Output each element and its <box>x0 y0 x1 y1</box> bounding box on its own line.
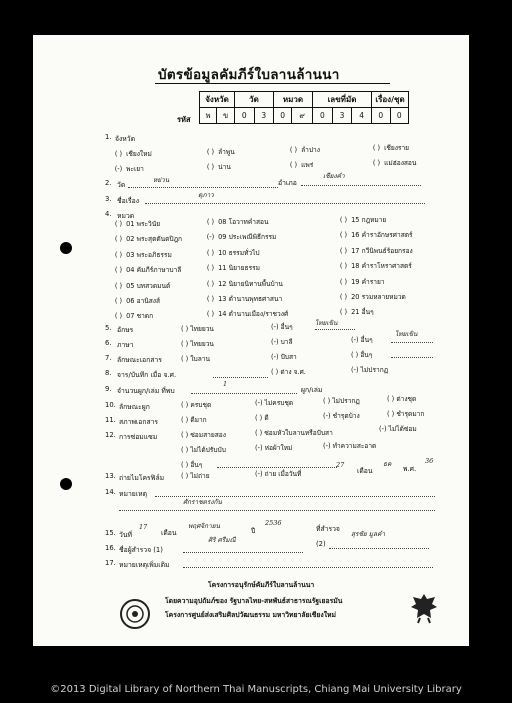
field-number: 7. <box>105 354 112 362</box>
microfilm-month[interactable]: ธค <box>383 460 392 468</box>
fill-line <box>315 329 355 330</box>
survey-year[interactable]: 2536 <box>265 519 282 527</box>
category-label-text: คำราโหราศาสตร์ <box>361 262 412 271</box>
repair-option[interactable]: ( ) อื่นๆ <box>181 461 203 469</box>
repair-option[interactable]: ( ) ซ่อมสายสอง <box>181 431 226 439</box>
microfilm-option-no[interactable]: ( ) ไม่ถ่าย <box>181 472 210 480</box>
code-header-set: เรื่อง/ชุด <box>372 92 409 108</box>
field-number: 15. <box>105 529 116 537</box>
category-option-21[interactable] <box>338 306 374 317</box>
footer-line-1: โครงการอนุรักษ์คัมภีร์ใบลานล้านนา <box>208 581 315 589</box>
checkbox-mark: ( ) <box>114 281 123 290</box>
note-value[interactable]: ศักราชตรงกัน <box>183 498 222 506</box>
university-seal-icon <box>119 598 151 630</box>
script-label: อักษร <box>117 326 134 334</box>
category-label-text: บทสวดมนต์ <box>136 281 171 290</box>
category-code: 11 <box>218 264 227 273</box>
code-digit: ๙ <box>292 108 313 124</box>
survey-year-label: ปี <box>251 527 256 535</box>
category-label-text: ประเพณีพิธีกรรม <box>228 233 277 242</box>
category-label-text: ตำนานพุทธศาสนา <box>228 295 283 303</box>
category-option-18[interactable] <box>338 260 412 271</box>
fill-line <box>329 548 429 549</box>
footer-line-3: โครงการศูนย์ส่งเสริมศิลปวัฒนธรรม มหาวิทยาลัยเชียงใหม่ <box>165 611 336 619</box>
category-label-text: พระอภิธรรม <box>136 250 172 259</box>
field-number: 17. <box>105 559 116 567</box>
count-unit: ผูก/เล่ม <box>301 386 323 394</box>
checkbox-mark: ( ) <box>206 264 215 273</box>
checkbox-mark: ( ) <box>339 293 348 301</box>
script-option-other[interactable]: (-) อื่นๆ <box>271 323 293 331</box>
material-option-palm-leaf[interactable]: ( ) ใบลาน <box>181 355 210 363</box>
fill-line <box>145 203 425 204</box>
surveyor-name-2[interactable]: สุรชัย มูลคำ <box>351 530 386 538</box>
script-option-yuan[interactable]: ( ) ไทยยวน <box>181 325 214 333</box>
field-number: 11. <box>105 416 116 424</box>
option-label: ลำปาง <box>301 146 320 154</box>
province-option[interactable] <box>288 144 320 155</box>
survey-day[interactable]: 17 <box>139 523 148 531</box>
category-code: 06 <box>126 297 135 305</box>
repair-option[interactable]: (-) ไม่ได้ซ่อม <box>379 425 417 433</box>
category-code: 04 <box>126 266 135 275</box>
field-number: 9. <box>105 385 112 393</box>
checkbox-mark: ( ) <box>289 146 298 154</box>
category-option-11[interactable] <box>205 262 260 273</box>
checkbox-mark: ( ) <box>114 235 123 244</box>
category-code: 03 <box>126 250 135 259</box>
field-number: 16. <box>105 544 116 552</box>
survey-month[interactable]: พฤศจิกายน <box>188 522 220 530</box>
category-option-13[interactable] <box>205 293 282 304</box>
category-code: 05 <box>126 281 135 290</box>
category-code: 20 <box>351 293 360 301</box>
category-label-text: คำรายา <box>361 277 385 286</box>
checkbox-mark: ( ) <box>114 250 123 259</box>
count-label: จำนวนผูก/เล่ม ที่พบ <box>117 387 175 395</box>
microfilm-day[interactable]: 27 <box>336 461 345 469</box>
category-option-05[interactable] <box>113 280 170 291</box>
field-number: 4. <box>105 210 112 218</box>
state-label: สภาพเอกสาร <box>119 418 159 426</box>
language-option-other[interactable]: (-) อื่นๆ <box>351 336 373 344</box>
repair-option[interactable]: ( ) ไม่ได้ปรับบับ <box>181 446 226 454</box>
category-option-02[interactable] <box>113 233 182 244</box>
province-option[interactable] <box>205 146 235 157</box>
fill-line <box>391 342 433 343</box>
checkbox-mark: ( ) <box>206 148 215 156</box>
category-code: 19 <box>351 277 360 286</box>
category-option-06[interactable] <box>113 295 160 306</box>
category-label-text: คัมภีร์ภาษาบาลี <box>136 266 182 275</box>
condition-option[interactable]: ( ) ครบชุด <box>181 401 212 409</box>
punch-hole <box>60 478 72 490</box>
checkbox-mark: ( ) <box>339 231 348 240</box>
category-code: 02 <box>126 235 135 244</box>
code-digit: 0 <box>372 108 391 124</box>
fill-line <box>119 510 435 511</box>
province-option[interactable] <box>288 159 313 170</box>
province-label: จังหวัด <box>115 135 136 143</box>
checkbox-mark: ( ) <box>206 218 215 226</box>
code-digit: 0 <box>274 108 292 124</box>
category-label-text: นิยายธรรม <box>228 264 261 273</box>
checkbox-mark: ( ) <box>206 248 215 257</box>
category-label-text: รวมหลายหมวด <box>361 293 406 301</box>
microfilm-option-yes[interactable]: (-) ถ่าย เมื่อวันที่ <box>255 470 302 478</box>
repair-option[interactable]: (-) ทำความสะอาด <box>323 442 377 450</box>
survey-card <box>33 35 469 646</box>
checkbox-mark: ( ) <box>372 159 381 167</box>
surveyor-label: ชื่อผู้สำรวจ (1) <box>119 546 163 554</box>
material-label: ลักษณะเอกสาร <box>117 356 162 364</box>
script-value[interactable]: ไทยเขิน <box>315 319 338 327</box>
condition-label: ลักษณะผูก <box>119 403 150 411</box>
condition-option[interactable]: ( ) ต่างชุด <box>387 395 417 403</box>
category-code: 15 <box>351 216 360 224</box>
language-value[interactable]: ไทยเขิน <box>395 330 418 338</box>
field-number: 12. <box>105 431 116 439</box>
code-digit: 0 <box>235 108 255 124</box>
category-option-14[interactable] <box>205 308 288 319</box>
temple-label: วัด <box>117 181 126 189</box>
category-label-text: นิยายนิทานพื้นบ้าน <box>228 279 283 288</box>
note-label: หมายเหตุ <box>119 490 147 498</box>
fill-line <box>213 377 268 378</box>
material-option-other[interactable]: ( ) อื่นๆ <box>351 351 373 359</box>
category-label-text: กฎหมาย <box>361 216 387 224</box>
checkbox-mark: ( ) <box>206 279 215 288</box>
checkbox-mark: ( ) <box>114 297 123 305</box>
extra-note-label: หมายเหตุเพิ่มเติม <box>119 561 170 569</box>
code-table <box>199 91 409 124</box>
field-number: 5. <box>105 324 112 332</box>
microfilm-year-label: พ.ศ. <box>403 465 417 473</box>
code-header-province: จังหวัด <box>200 92 235 108</box>
province-option[interactable] <box>113 148 152 159</box>
condition-option[interactable]: ( ) ไม่ปรากฏ <box>323 397 360 405</box>
category-option-12[interactable] <box>205 278 283 289</box>
state-option[interactable]: ( ) ชำรุดมาก <box>387 410 425 418</box>
option-label: พะเยา <box>126 165 144 173</box>
checkbox-mark: ( ) <box>372 144 381 152</box>
category-code: 17 <box>351 246 360 255</box>
category-code: 13 <box>218 295 227 303</box>
checkbox-mark: ( ) <box>339 216 348 224</box>
copyright-notice: ©2013 Digital Library of Northern Thai Manuscripts, Chiang Mai University Library <box>50 684 462 695</box>
checkbox-mark: (-) <box>114 165 123 173</box>
subject-value[interactable]: ตุภาว <box>198 191 214 199</box>
option-label: เชียงใหม่ <box>126 150 152 158</box>
state-option[interactable]: ( ) ดี <box>255 414 269 422</box>
checkbox-mark: ( ) <box>206 295 215 303</box>
material-option-paper[interactable]: (-) ปับสา <box>271 353 297 361</box>
province-option[interactable] <box>371 142 409 153</box>
category-label-text: อานิสงส์ <box>136 297 161 305</box>
fill-line <box>191 393 297 394</box>
checkbox-mark: ( ) <box>114 266 123 275</box>
category-label-text: อื่นๆ <box>361 308 374 317</box>
temple-value[interactable]: หย่วน <box>153 176 170 184</box>
option-label: ลำพูน <box>218 148 235 156</box>
category-option-15[interactable] <box>338 214 386 225</box>
title-underline <box>155 83 390 84</box>
category-option-03[interactable] <box>113 249 172 260</box>
repair-option[interactable]: ( ) ซ่อมหัวใบลานหรือปับสา <box>255 429 333 437</box>
code-header-bundle: เลขที่มัด <box>313 92 372 108</box>
checkbox-mark: ( ) <box>114 312 123 321</box>
condition-option[interactable]: (-) ไม่ครบชุด <box>255 399 294 407</box>
inscription-option-unknown[interactable]: (-) ไม่ปรากฏ <box>351 366 389 374</box>
field-number: 6. <box>105 339 112 347</box>
category-option-10[interactable] <box>205 247 260 258</box>
category-option-07[interactable] <box>113 310 153 321</box>
code-label: รหัส <box>177 115 191 124</box>
field-number: 13. <box>105 472 116 480</box>
field-number: 10. <box>105 401 116 409</box>
field-number: 3. <box>105 195 112 203</box>
option-label: น่าน <box>218 163 231 171</box>
category-label-text: ธรรมทั่วไป <box>228 248 260 257</box>
category-code: 12 <box>218 279 227 288</box>
language-option-pali[interactable]: (-) บาลี <box>271 338 293 346</box>
field-number: 8. <box>105 369 112 377</box>
surveyor-label-2: (2) <box>316 540 326 548</box>
code-digit: ข <box>217 108 235 124</box>
code-digit: 0 <box>390 108 409 124</box>
surveyor-name-1[interactable]: ศิริ ศรีมณี <box>208 536 236 544</box>
survey-month-label: เดือน <box>161 529 177 537</box>
german-eagle-icon <box>409 591 439 625</box>
category-code: 21 <box>351 308 360 317</box>
category-label: หมวด <box>117 212 135 220</box>
code-header-category: หมวด <box>274 92 313 108</box>
category-code: 09 <box>218 233 227 242</box>
category-label-text: ชาดก <box>136 312 154 321</box>
fill-line <box>128 187 278 188</box>
code-digit: 3 <box>254 108 274 124</box>
field-number: 1. <box>105 133 112 141</box>
subject-label: ชื่อเรื่อง <box>117 197 140 205</box>
category-label-text: กวีนิพนธ์ร้อยกรอง <box>361 246 413 255</box>
code-digit: 4 <box>352 108 372 124</box>
checkbox-mark: ( ) <box>114 150 123 158</box>
card-title: บัตรข้อมูลคัมภีร์ใบลานล้านนา <box>158 67 340 83</box>
category-option-08[interactable] <box>205 216 268 227</box>
code-digit: 0 <box>313 108 333 124</box>
repair-label: การซ่อมแซม <box>119 433 158 441</box>
checkbox-mark: ( ) <box>114 220 123 228</box>
checkbox-mark: ( ) <box>339 262 348 271</box>
checkbox-mark: ( ) <box>206 310 215 319</box>
province-option[interactable] <box>205 161 231 172</box>
surveyed-label: ที่สำรวจ <box>316 525 340 533</box>
microfilm-year[interactable]: 36 <box>425 457 434 465</box>
checkbox-mark: ( ) <box>206 163 215 171</box>
category-code: 16 <box>351 231 360 240</box>
option-label: แม่ฮ่องสอน <box>384 159 417 167</box>
category-option-19[interactable] <box>338 276 385 287</box>
code-digit: พ <box>200 108 217 124</box>
footer-line-2: โดยความอุปถัมภ์ของ รัฐบาลไทย-สหพันธ์สาธารณรัฐเยอรมัน <box>165 597 343 605</box>
category-code: 07 <box>126 312 135 321</box>
category-label-text: คำราอักษรศาสตร์ <box>361 231 413 240</box>
province-option[interactable] <box>113 163 144 174</box>
option-label: เชียงราย <box>384 144 410 152</box>
fill-line <box>391 357 433 358</box>
category-label-text: โอวาทคำสอน <box>228 218 269 226</box>
punch-hole <box>60 242 72 254</box>
category-code: 08 <box>218 218 227 226</box>
checkbox-mark: (-) <box>206 233 215 242</box>
checkbox-mark: ( ) <box>339 246 348 255</box>
survey-date-label: วันที่ <box>119 531 132 539</box>
category-option-04[interactable] <box>113 264 181 275</box>
count-value[interactable]: 1 <box>223 380 228 388</box>
fill-line <box>301 185 421 186</box>
category-code: 10 <box>218 248 227 257</box>
category-option-01[interactable] <box>113 218 160 229</box>
code-digit: 3 <box>332 108 352 124</box>
repair-option[interactable]: (-) ห่อผ้าใหม่ <box>255 444 293 452</box>
state-option[interactable]: ( ) ดีมาก <box>181 416 207 424</box>
category-option-09[interactable] <box>205 231 276 242</box>
field-number: 2. <box>105 179 112 187</box>
category-label-text: พระสุตตันตปิฎก <box>136 235 183 244</box>
category-code: 18 <box>351 262 360 271</box>
category-option-17[interactable] <box>338 245 413 256</box>
checkbox-mark: ( ) <box>339 308 348 317</box>
state-option[interactable]: (-) ชำรุดบ้าง <box>323 412 360 420</box>
language-option-yuan[interactable]: ( ) ไทยยวน <box>181 340 214 348</box>
code-header-temple: วัด <box>235 92 274 108</box>
fill-line <box>183 552 303 553</box>
option-label: แพร่ <box>301 161 314 169</box>
inscription-label: จาร/บันทึก เมื่อ จ.ศ. <box>117 371 177 379</box>
microfilm-label: ถ่ายไมโครฟิล์ม <box>119 474 165 482</box>
checkbox-mark: ( ) <box>339 277 348 286</box>
district-label: อำเภอ <box>278 179 297 187</box>
field-number: 14. <box>105 488 116 496</box>
category-option-16[interactable] <box>338 229 413 240</box>
district-value[interactable]: เชียงคำ <box>323 172 345 180</box>
category-option-20[interactable] <box>338 291 406 302</box>
category-code: 01 <box>126 220 135 228</box>
category-label-text: พระวินัย <box>136 220 161 228</box>
inscription-option-different[interactable]: ( ) ต่าง จ.ศ. <box>271 368 306 376</box>
language-label: ภาษา <box>117 341 134 349</box>
category-code: 14 <box>218 310 227 319</box>
province-option[interactable] <box>371 157 416 168</box>
fill-line <box>183 567 433 568</box>
checkbox-mark: ( ) <box>289 161 298 169</box>
category-label-text: ตำนานเมือง/ราชวงศ์ <box>228 310 289 319</box>
microfilm-month-label: เดือน <box>357 467 373 475</box>
